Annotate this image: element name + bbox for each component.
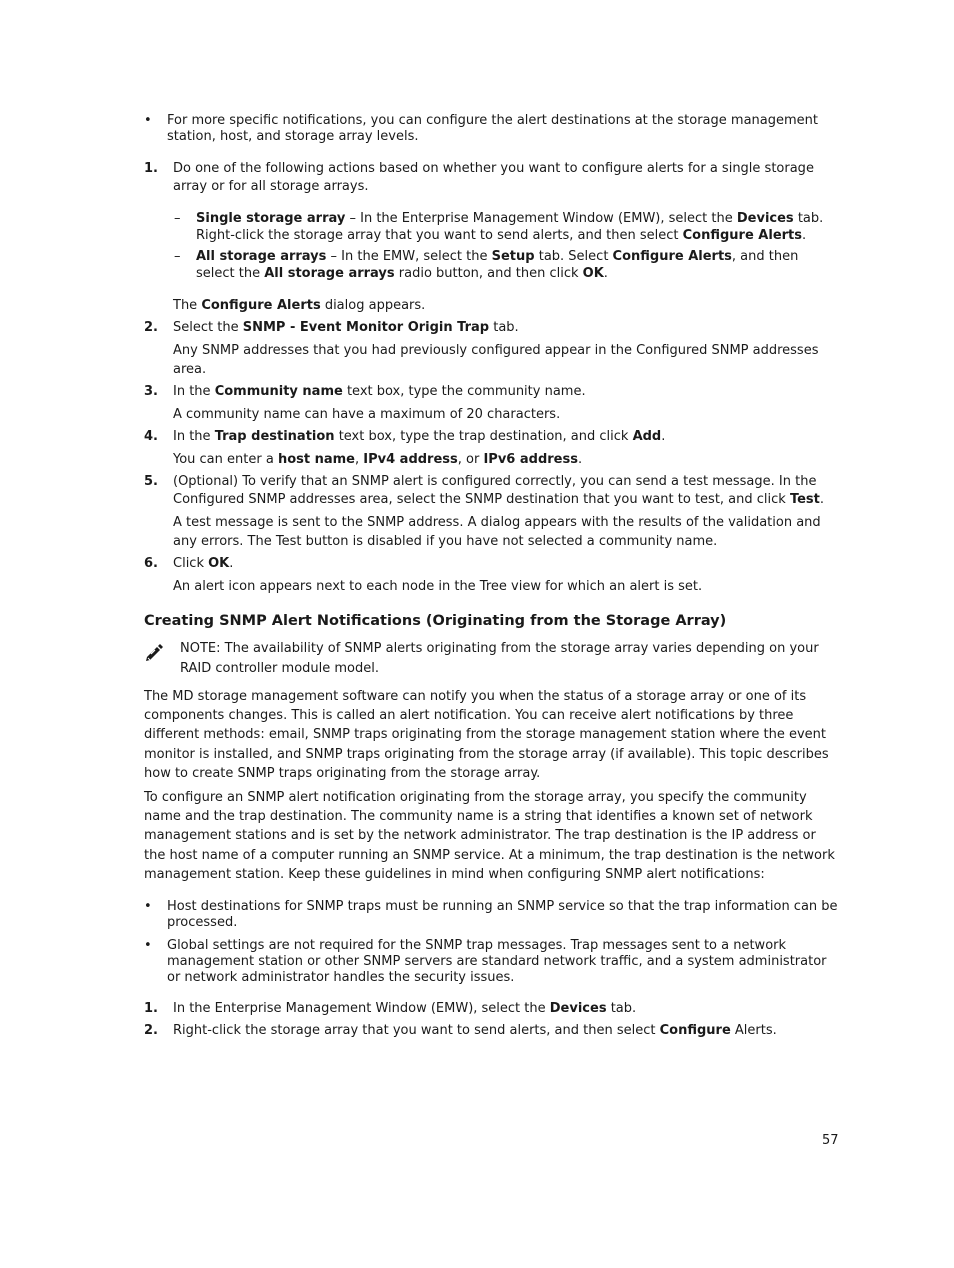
result-text: dialog appears. bbox=[320, 298, 426, 313]
page-content bbox=[144, 113, 840, 1040]
step-2 bbox=[144, 319, 840, 337]
step-3 bbox=[144, 383, 840, 401]
ui-term: Configure Alerts bbox=[612, 249, 732, 264]
ui-term: Devices bbox=[549, 1001, 607, 1017]
note-text: The availability of SNMP alerts originating from the storage array varies depending on your RAID controller module model. bbox=[180, 641, 819, 676]
step-number: 6. bbox=[144, 556, 158, 571]
step-4 bbox=[144, 428, 840, 446]
step-text: Right-click the storage array that you want to send alerts, and then select bbox=[173, 1023, 660, 1039]
step-number: 1. bbox=[144, 1001, 158, 1017]
step-result: A community name can have a maximum of 20 characters. bbox=[173, 407, 561, 422]
step-2 bbox=[144, 1022, 840, 1040]
ui-term: OK bbox=[208, 556, 230, 571]
step-number: 5. bbox=[144, 474, 158, 489]
option-text: , and then select the bbox=[196, 249, 799, 281]
step-5 bbox=[144, 473, 840, 509]
note-label: NOTE: bbox=[180, 641, 221, 656]
ui-term: Trap destination bbox=[214, 429, 335, 444]
ui-term: Configure Alerts bbox=[201, 298, 321, 313]
ui-term: SNMP - Event Monitor Origin Trap bbox=[242, 320, 490, 335]
page-number: 57 bbox=[822, 1133, 839, 1148]
ui-term: OK bbox=[582, 266, 604, 281]
note-box bbox=[144, 639, 840, 679]
step-text: . bbox=[819, 492, 825, 507]
result-text: , or bbox=[457, 452, 484, 467]
bullet-symbol: • bbox=[144, 899, 152, 915]
step-number: 2. bbox=[144, 320, 158, 335]
result-text: , bbox=[355, 452, 364, 467]
step-result bbox=[144, 296, 840, 315]
step-text: . bbox=[229, 556, 234, 571]
option-label: Single storage array bbox=[196, 211, 346, 226]
bullet-text: Global settings are not required for the SNMP trap messages. Trap messages sent to a network management station or other SNMP servers are standard network traffic, and a system administrator or network administrator handles the security issues. bbox=[167, 938, 827, 986]
step-number: 1. bbox=[144, 161, 158, 176]
list-item bbox=[144, 899, 840, 931]
step-result: An alert icon appears next to each node in the Tree view for which an alert is set. bbox=[173, 579, 703, 594]
step-text: tab. bbox=[489, 320, 519, 335]
step-number: 4. bbox=[144, 429, 158, 444]
option-text: radio button, and then click bbox=[394, 266, 583, 281]
paragraph: To configure an SNMP alert notification originating from the storage array, you specify the community name and the trap destination. The community name is a string that identifies a known set of network management stations and is set by the network administrator. The trap destination is the IP address or the host name of a computer running an SNMP service. At a minimum, the trap destination is the network management station. Keep these guidelines in mind when configuring SNMP alert notifications: bbox=[144, 790, 835, 882]
step-number: 3. bbox=[144, 384, 158, 399]
step-text: (Optional) To verify that an SNMP alert is configured correctly, you can send a test message. In the Configured SNMP addresses area, select the SNMP destination that you want to test, and click bbox=[173, 474, 817, 507]
paragraph: The MD storage management software can notify you when the status of a storage array or one of its components changes. This is called an alert notification. You can receive alert notifications by three different methods: email, SNMP traps originating from the storage management station where the event monitor is installed, and SNMP traps originating from the storage array (if available). This topic describes how to create SNMP traps originating from the storage array. bbox=[144, 689, 829, 781]
option-all-storage-arrays bbox=[144, 248, 840, 282]
step-result: A test message is sent to the SNMP address. A dialog appears with the results of the validation and any errors. The Test button is disabled if you have not selected a community name. bbox=[173, 515, 821, 549]
step-text: Select the bbox=[173, 320, 243, 335]
step-text: Click bbox=[173, 556, 209, 571]
bullet-symbol: • bbox=[144, 113, 152, 128]
ui-term: Configure Alerts bbox=[682, 228, 802, 243]
note-pencil-icon bbox=[144, 641, 166, 663]
step-text: Do one of the following actions based on whether you want to configure alerts for a single storage array or for all storage arrays. bbox=[173, 161, 814, 194]
step-result bbox=[144, 450, 840, 469]
option-text: – In the EMW, select the bbox=[326, 249, 492, 264]
bullet-text: Host destinations for SNMP traps must be running an SNMP service so that the trap information can be processed. bbox=[167, 899, 838, 931]
step-result: Any SNMP addresses that you had previously configured appear in the Configured SNMP addresses area. bbox=[173, 343, 819, 377]
step-text: tab. bbox=[606, 1001, 637, 1017]
ui-term: Community name bbox=[214, 384, 343, 399]
ui-term: Configure bbox=[659, 1023, 731, 1039]
ui-term: Test bbox=[789, 492, 820, 507]
option-single-storage-array bbox=[144, 210, 840, 244]
bullet-symbol: • bbox=[144, 938, 152, 954]
step-text: In the bbox=[173, 429, 215, 444]
section-heading: Creating SNMP Alert Notifications (Originating from the Storage Array) bbox=[144, 613, 727, 629]
ui-term: Setup bbox=[491, 249, 535, 264]
step-text: text box, type the community name. bbox=[342, 384, 586, 399]
ui-term: host name bbox=[277, 452, 355, 467]
step-text: In the Enterprise Management Window (EMW), select the bbox=[173, 1001, 550, 1017]
step-1 bbox=[144, 160, 840, 196]
option-text: – In the Enterprise Management Window (EMW), select the bbox=[345, 211, 737, 226]
step-text: In the bbox=[173, 384, 215, 399]
ui-term: All storage arrays bbox=[264, 266, 395, 281]
ui-term: IPv4 address bbox=[363, 452, 458, 467]
list-item bbox=[144, 113, 840, 145]
step-text: text box, type the trap destination, and click bbox=[334, 429, 633, 444]
dash-symbol: – bbox=[174, 249, 181, 264]
ui-term: Add bbox=[632, 429, 662, 444]
bullet-text: For more specific notifications, you can configure the alert destinations at the storage management station, host, and storage array levels. bbox=[167, 113, 818, 144]
step-text: . bbox=[661, 429, 666, 444]
option-text: tab. Select bbox=[534, 249, 613, 264]
option-text: . bbox=[603, 266, 608, 281]
option-text: . bbox=[802, 228, 807, 243]
step-number: 2. bbox=[144, 1023, 158, 1039]
ui-term: Devices bbox=[736, 211, 794, 226]
list-item bbox=[144, 938, 840, 986]
result-text: The bbox=[173, 298, 202, 313]
dash-symbol: – bbox=[174, 211, 181, 226]
option-text: tab. Right-click the storage array that you want to send alerts, and then select bbox=[196, 211, 824, 243]
result-text: You can enter a bbox=[173, 452, 278, 467]
step-1 bbox=[144, 1000, 840, 1018]
result-text: . bbox=[577, 452, 583, 467]
step-6 bbox=[144, 555, 840, 573]
step-text: Alerts. bbox=[730, 1023, 777, 1039]
ui-term: IPv6 address bbox=[483, 452, 578, 467]
option-label: All storage arrays bbox=[196, 249, 327, 264]
